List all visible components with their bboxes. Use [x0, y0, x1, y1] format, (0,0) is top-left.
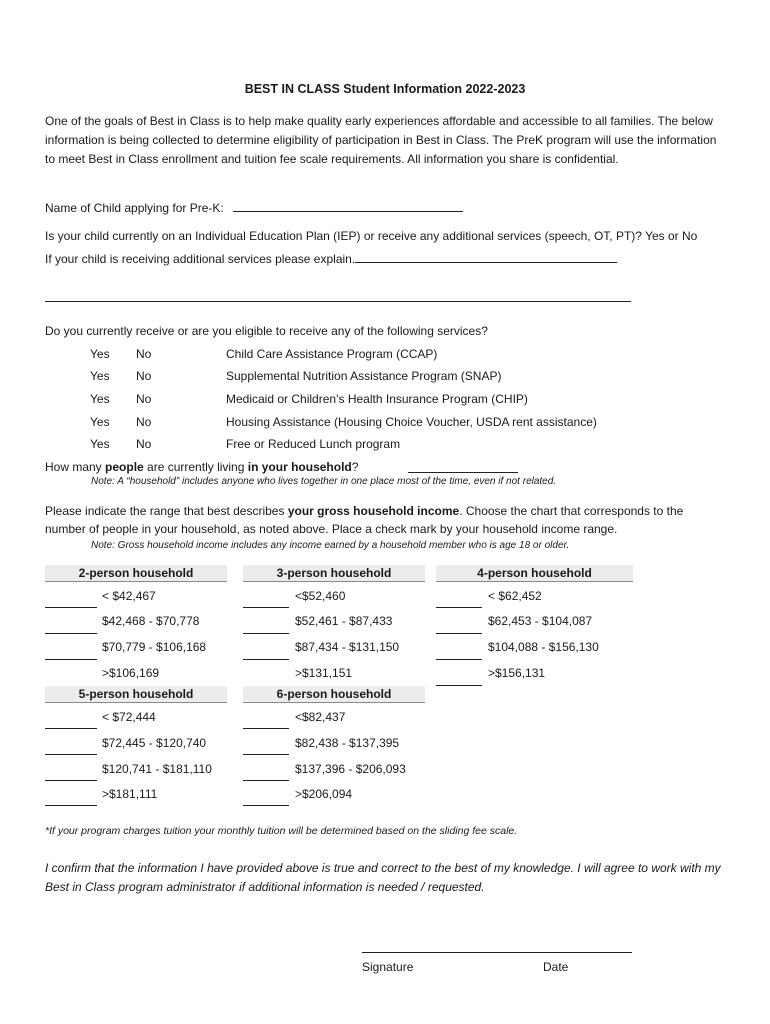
page-title: BEST IN CLASS Student Information 2022-2023 [244, 82, 526, 96]
confirmation-statement: I confirm that the information I have provided above is true and correct to the best of my knowledge. I will agree to work with my Best in Class program administrator if additional information is needed / requested. [45, 861, 721, 894]
explain-field[interactable] [355, 251, 617, 263]
income-range: >$206,094 [295, 787, 353, 801]
income-range: $62,453 - $104,087 [488, 614, 593, 628]
household-2-header: 2-person household [45, 565, 227, 582]
checkmark-line[interactable] [45, 607, 97, 608]
checkmark-line[interactable] [243, 780, 289, 781]
income-range: $72,445 - $120,740 [102, 736, 207, 750]
service-no-option[interactable]: No [136, 415, 152, 429]
service-name: Child Care Assistance Program (CCAP) [226, 347, 438, 361]
service-yes-option[interactable]: Yes [90, 437, 110, 451]
service-no-option[interactable]: No [136, 437, 152, 451]
service-yes-option[interactable]: Yes [90, 369, 110, 383]
income-range: $52,461 - $87,433 [295, 614, 393, 628]
service-no-option[interactable]: No [136, 392, 152, 406]
checkmark-line[interactable] [436, 685, 482, 686]
household-note: Note: A “household” includes anyone who lives together in one place most of the time, even if not related. [91, 476, 557, 487]
checkmark-line[interactable] [243, 754, 289, 755]
income-range: >$156,131 [488, 666, 546, 680]
child-name-label: Name of Child applying for Pre-K: [45, 201, 224, 215]
service-yes-option[interactable]: Yes [90, 415, 110, 429]
tuition-note: *If your program charges tuition your monthly tuition will be determined based on the sliding fee scale. [45, 825, 518, 837]
checkmark-line[interactable] [45, 728, 97, 729]
checkmark-line[interactable] [243, 728, 289, 729]
service-yes-option[interactable]: Yes [90, 392, 110, 406]
service-no-option[interactable]: No [136, 369, 152, 383]
intro-paragraph: One of the goals of Best in Class is to help make quality early experiences affordable and accessible to all families. The below information is being collected to determine eligibility of participation in Best in Class. The PreK program will use the information to meet Best in Class enrollment and tuition fee scale requirements. All information you share is confidential. [45, 114, 717, 166]
checkmark-line[interactable] [45, 805, 97, 806]
explain-row [45, 251, 617, 266]
checkmark-line[interactable] [45, 633, 97, 634]
household-question: How many people are currently living in your household? [45, 460, 359, 474]
household-4-header: 4-person household [436, 565, 633, 582]
income-note: Note: Gross household income includes any income earned by a household member who is age 18 or older. [91, 540, 570, 551]
checkmark-line[interactable] [436, 659, 482, 660]
income-range: < $72,444 [102, 710, 156, 724]
service-name: Supplemental Nutrition Assistance Program (SNAP) [226, 369, 502, 383]
income-range: < $62,452 [488, 589, 542, 603]
signature-line[interactable] [362, 952, 632, 953]
income-range: $87,434 - $131,150 [295, 640, 400, 654]
income-range: >$131,151 [295, 666, 353, 680]
income-intro: Please indicate the range that best describes your gross household income. Choose the chart that corresponds to the number of people in your household, as noted above. Place a check mark by your household income range. [45, 504, 684, 536]
signature-label: Signature [362, 960, 414, 974]
income-range: $137,396 - $206,093 [295, 762, 406, 776]
checkmark-line[interactable] [45, 780, 97, 781]
checkmark-line[interactable] [45, 754, 97, 755]
income-range: < $42,467 [102, 589, 156, 603]
checkmark-line[interactable] [436, 607, 482, 608]
income-range: $70,779 - $106,168 [102, 640, 207, 654]
date-label: Date [543, 960, 569, 974]
checkmark-line[interactable] [45, 659, 97, 660]
service-name: Medicaid or Children’s Health Insurance Program (CHIP) [226, 392, 528, 406]
income-range: >$106,169 [102, 666, 160, 680]
services-question: Do you currently receive or are you eligible to receive any of the following services? [45, 324, 488, 338]
income-range: <$82,437 [295, 710, 346, 724]
checkmark-line[interactable] [436, 633, 482, 634]
service-no-option[interactable]: No [136, 347, 152, 361]
checkmark-line[interactable] [243, 659, 289, 660]
checkmark-line[interactable] [243, 607, 289, 608]
household-count-field[interactable] [408, 472, 518, 473]
income-range: $42,468 - $70,778 [102, 614, 200, 628]
child-name-field[interactable] [233, 200, 463, 212]
income-range: <$52,460 [295, 589, 346, 603]
income-range: >$181,111 [102, 787, 158, 801]
explain-label: If your child is receiving additional services please explain. [45, 252, 356, 266]
household-5-header: 5-person household [45, 686, 227, 703]
household-6-header: 6-person household [243, 686, 425, 703]
child-name-row [45, 200, 463, 215]
service-yes-option[interactable]: Yes [90, 347, 110, 361]
iep-question: Is your child currently on an Individual Education Plan (IEP) or receive any additional services (speech, OT, PT)? Yes or No [45, 229, 698, 243]
checkmark-line[interactable] [243, 805, 289, 806]
income-range: $104,088 - $156,130 [488, 640, 599, 654]
income-range: $120,741 - $181,110 [102, 762, 212, 776]
income-range: $82,438 - $137,395 [295, 736, 400, 750]
household-3-header: 3-person household [243, 565, 425, 582]
explain-field-line-2[interactable] [45, 301, 631, 302]
service-name: Free or Reduced Lunch program [226, 437, 401, 451]
checkmark-line[interactable] [243, 633, 289, 634]
service-name: Housing Assistance (Housing Choice Voucher, USDA rent assistance) [226, 415, 597, 429]
